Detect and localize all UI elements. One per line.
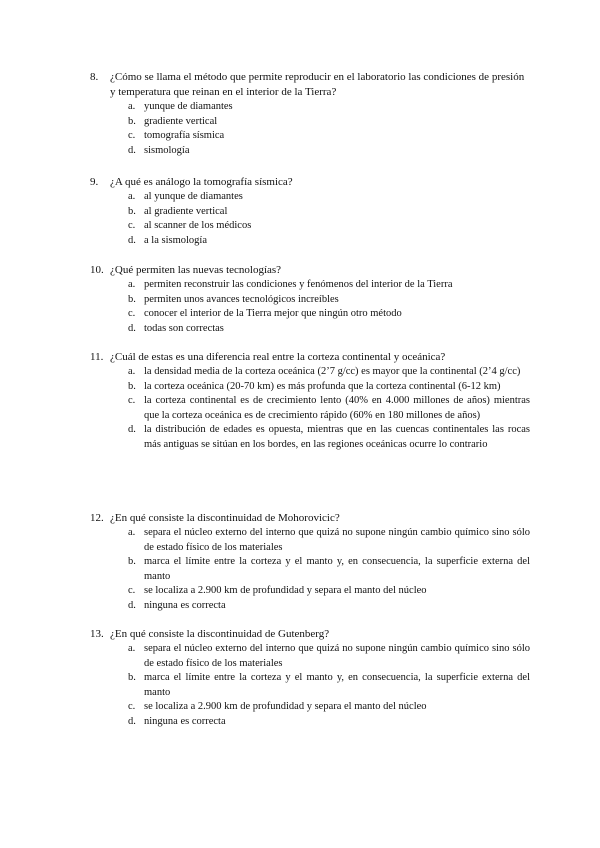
option-letter: d.	[128, 322, 136, 334]
option-b	[128, 380, 530, 395]
option-c	[128, 700, 530, 715]
question-number: 10.	[90, 264, 104, 276]
option-text: se localiza a 2.900 km de profundidad y separa el manto del núcleo	[144, 585, 427, 597]
option-b	[128, 555, 530, 584]
option-a	[128, 526, 530, 555]
question-number: 12.	[90, 512, 104, 524]
option-letter: a.	[128, 366, 136, 377]
question-number: 13.	[90, 628, 104, 640]
option-text: al gradiente vertical	[144, 205, 228, 217]
option-d	[128, 144, 530, 159]
question-text: ¿Cómo se llama el método que permite reproducir en el laboratorio las condiciones de presión y temperatura que reinan en el interior de la Tierra?	[110, 71, 525, 98]
option-text: la distribución de edades es opuesta, mientras que en las cuencas continentales las rocas más antiguas se sitúan en los bordes, en las regiones oceánicas ocurre lo contrario	[144, 424, 530, 450]
option-text: la corteza oceánica (20-70 km) es más profunda que la corteza continental (6-12 km)	[144, 380, 501, 392]
option-a	[128, 365, 530, 380]
option-b	[128, 671, 530, 700]
option-text: a la sismología	[144, 234, 207, 246]
option-list	[90, 365, 530, 453]
option-text: sismología	[144, 144, 190, 156]
option-list	[90, 190, 530, 248]
question-text: ¿En qué consiste la discontinuidad de Gutenberg?	[110, 628, 330, 640]
option-text: al scanner de los médicos	[144, 220, 252, 232]
option-text: todas son correctas	[144, 322, 224, 334]
option-d	[128, 234, 530, 249]
option-c	[128, 307, 530, 322]
option-letter: c.	[128, 395, 136, 407]
option-letter: a.	[128, 191, 136, 202]
option-text: separa el núcleo externo del interno que quizá no supone ningún cambio químico sino sólo de estado físico de los materiales	[144, 527, 530, 553]
option-b	[128, 205, 530, 220]
option-text: marca el límite entre la corteza y el manto y, en consecuencia, la superficie externa del manto	[144, 556, 530, 582]
option-text: tomografía sísmica	[144, 130, 225, 142]
option-b	[128, 115, 530, 130]
question-number: 8.	[90, 71, 99, 83]
option-text: la densidad media de la corteza oceánica (2’7 g/cc) es mayor que la continental (2’4 g/cc)	[144, 366, 521, 377]
option-letter: c.	[128, 308, 136, 320]
option-letter: c.	[128, 130, 136, 142]
option-letter: c.	[128, 220, 136, 232]
question-8	[90, 70, 530, 158]
option-text: la corteza continental es de crecimiento lento (40% en 4.000 millones de años) mientras que la corteza oceánica es de crecimiento rápido (60% en 180 millones de años)	[144, 395, 530, 421]
option-text: conocer el interior de la Tierra mejor que ningún otro método	[144, 308, 402, 320]
option-text: marca el límite entre la corteza y el manto y, en consecuencia, la superficie externa del manto	[144, 672, 530, 698]
option-letter: a.	[128, 279, 136, 290]
option-text: al yunque de diamantes	[144, 191, 243, 202]
option-letter: d.	[128, 234, 136, 246]
option-a	[128, 642, 530, 671]
option-text: ninguna es correcta	[144, 599, 226, 611]
option-b	[128, 293, 530, 308]
option-d	[128, 715, 530, 730]
option-d	[128, 322, 530, 337]
question-number: 9.	[90, 176, 99, 188]
option-letter: b.	[128, 205, 136, 217]
option-a	[128, 100, 530, 115]
option-text: permiten unos avances tecnológicos increíbles	[144, 293, 339, 305]
option-c	[128, 129, 530, 144]
option-a	[128, 190, 530, 205]
option-letter: d.	[128, 599, 136, 611]
option-list	[90, 642, 530, 730]
option-letter: a.	[128, 643, 136, 654]
option-letter: a.	[128, 527, 136, 538]
option-letter: c.	[128, 585, 136, 597]
option-a	[128, 278, 530, 293]
question-text: ¿En qué consiste la discontinuidad de Mohorovicic?	[110, 512, 340, 524]
question-text: ¿A qué es análogo la tomografía sísmica?	[110, 176, 293, 188]
question-12	[90, 511, 530, 614]
option-list	[90, 100, 530, 158]
option-letter: c.	[128, 701, 136, 713]
option-letter: d.	[128, 144, 136, 156]
question-10	[90, 263, 530, 336]
option-text: se localiza a 2.900 km de profundidad y separa el manto del núcleo	[144, 701, 427, 713]
question-11	[90, 350, 530, 453]
option-c	[128, 219, 530, 234]
option-letter: b.	[128, 115, 136, 127]
option-list	[90, 526, 530, 614]
option-letter: b.	[128, 672, 136, 684]
question-text: ¿Qué permiten las nuevas tecnologías?	[110, 264, 282, 276]
option-d	[128, 423, 530, 452]
option-text: separa el núcleo externo del interno que quizá no supone ningún cambio químico sino sólo de estado físico de los materiales	[144, 643, 530, 669]
option-c	[128, 584, 530, 599]
option-letter: b.	[128, 380, 136, 392]
question-9	[90, 175, 530, 248]
option-c	[128, 394, 530, 423]
option-list	[90, 278, 530, 336]
option-letter: b.	[128, 293, 136, 305]
question-number: 11.	[90, 351, 104, 363]
option-text: yunque de diamantes	[144, 101, 233, 112]
option-letter: d.	[128, 715, 136, 727]
question-13	[90, 627, 530, 730]
question-text: ¿Cuál de estas es una diferencia real entre la corteza continental y oceánica?	[110, 351, 446, 363]
option-letter: b.	[128, 556, 136, 568]
option-text: ninguna es correcta	[144, 715, 226, 727]
option-letter: d.	[128, 424, 136, 436]
option-letter: a.	[128, 101, 136, 112]
option-d	[128, 599, 530, 614]
option-text: gradiente vertical	[144, 115, 218, 127]
option-text: permiten reconstruir las condiciones y fenómenos del interior de la Tierra	[144, 279, 453, 290]
